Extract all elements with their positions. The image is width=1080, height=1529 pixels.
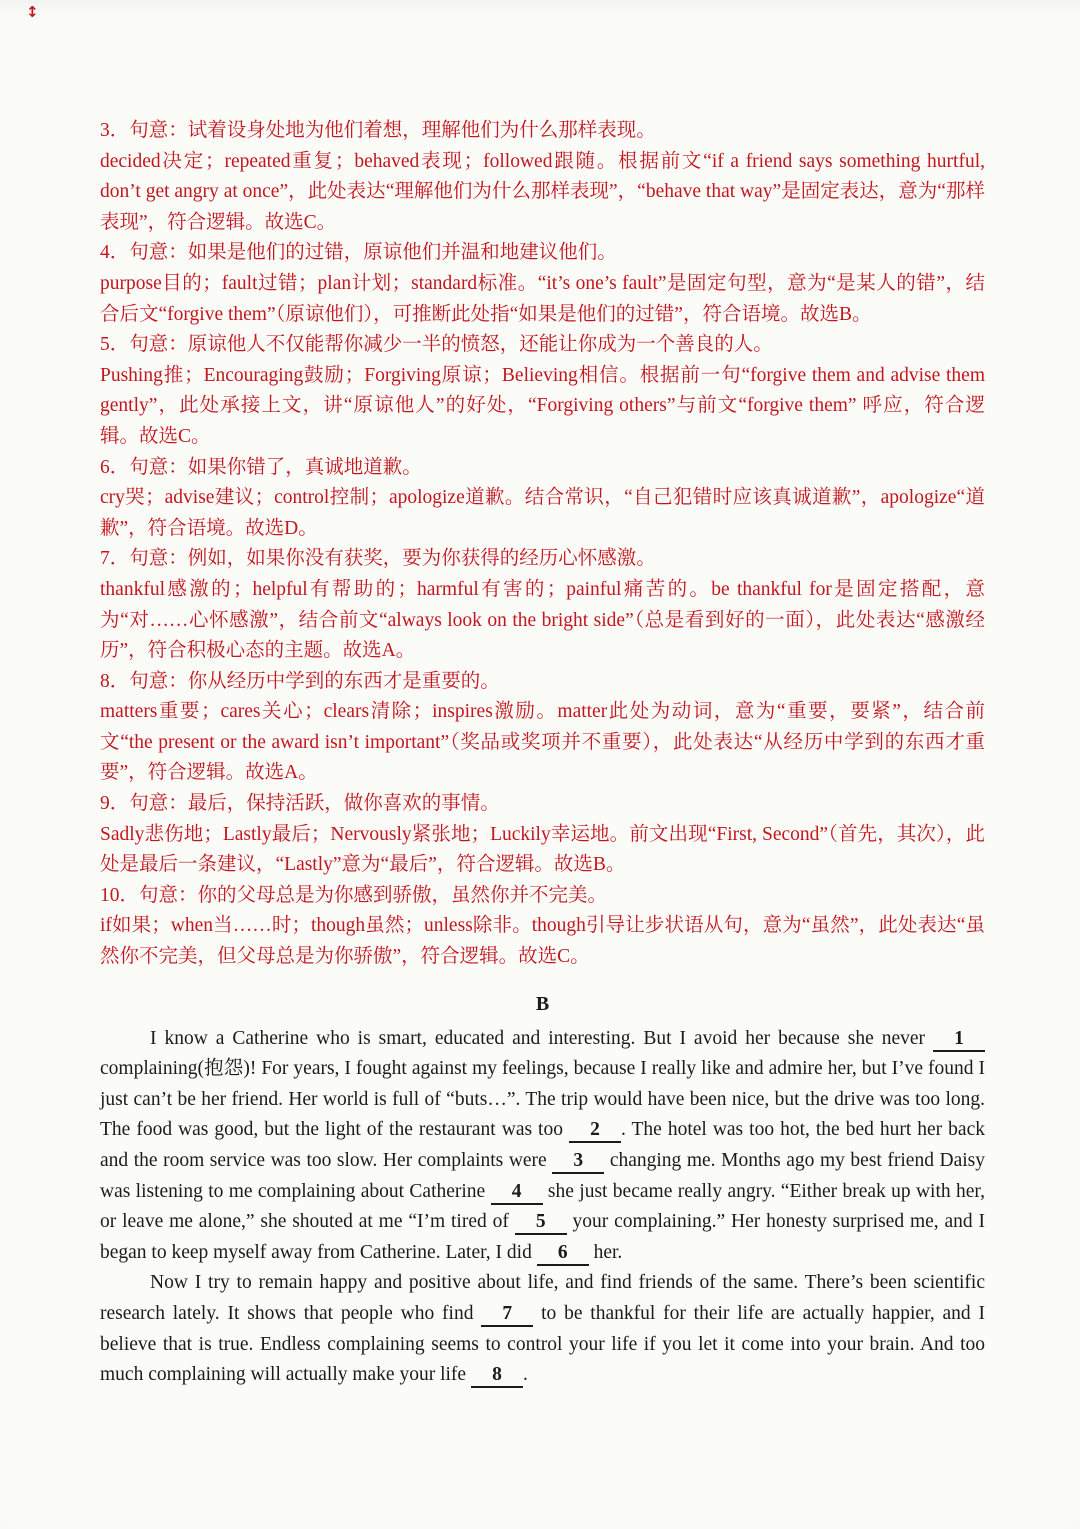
explanation-sentence: 9．句意：最后，保持活跃，做你喜欢的事情。 [100, 793, 500, 815]
explanation-analysis: Pushing推；Encouraging鼓励；Forgiving原谅；Believing相信。根据前一句“forgive them and advise them gently”，此处承接上文，讲“原谅他人”的好处，“Forgiving others”与前文“forgive them” 呼应，符合逻辑。故选C。 [100, 364, 985, 447]
cloze-blank: 7 [481, 1302, 533, 1327]
cloze-blank: 4 [491, 1180, 543, 1205]
cloze-blank: 6 [537, 1241, 589, 1266]
explanation-sentence: 6．句意：如果你错了，真诚地道歉。 [100, 456, 422, 478]
cloze-blank: 5 [515, 1210, 567, 1235]
cloze-blank: 3 [552, 1149, 604, 1174]
section-heading: B [535, 992, 550, 1015]
explanation-sentence: 3．句意：试着设身处地为他们着想，理解他们为什么那样表现。 [100, 120, 656, 141]
explanations [100, 116, 985, 973]
explanation-sentence: 7．句意：例如，如果你没有获奖，要为你获得的经历心怀感激。 [100, 548, 656, 570]
explanation-analysis: thankful感激的；helpful有帮助的；harmful有害的；painful痛苦的。be thankful for是固定搭配，意为“对……心怀感激”，结合前文“always look on the bright side”（总是看到好的一面），此处表达“感激经历”，符合积极心态的主题。故选A。 [100, 578, 985, 662]
explanation-sentence: 8．句意：你从经历中学到的东西才是重要的。 [100, 670, 500, 692]
cloze-blank: 2 [569, 1118, 621, 1143]
passage-paragraph: Now I try to remain happy and positive about life, and find friends of the same. There’s been scientific research lately. It shows that people who find 7 to be thankful for their life are actually happier, and I believe that is true. Endless complaining seems to control your life if you let it come into your brain. And too much complaining will actually make your life 8 . [100, 1268, 985, 1390]
explanation-analysis: purpose目的；fault过错；plan计划；standard标准。“it’s one’s fault”是固定句型，意为“是某人的错”，结合后文“forgive them”（原谅他们），可推断此处指“如果是他们的过错”，符合语境。故选B。 [100, 272, 985, 325]
explanation-sentence: 4．句意：如果是他们的过错，原谅他们并温和地建议他们。 [100, 242, 617, 264]
passage [100, 1024, 985, 1391]
explanation-sentence: 5．句意：原谅他人不仅能帮你减少一半的愤怒，还能让你成为一个善良的人。 [100, 334, 773, 356]
cloze-blank: 1 [933, 1027, 985, 1052]
passage-paragraph: I know a Catherine who is smart, educated and interesting. But I avoid her because she never 1 complaining(抱怨)! For years, I fought against my feelings, because I really like and admire her, but I’ve found I just can’t be her friend. Her world is full of “buts…”. The trip would have been nice, but the drive was too long. The food was good, but the light of the restaurant was too 2 . The hotel was too hot, the bed hurt her back and the room service was too slow. Her complaints were 3 changing me. Months ago my best friend Daisy was listening to me complaining about Catherine 4 she just became really angry. “Either break up with her, or leave me alone,” she shouted at me “I’m tired of 5 your complaining.” Her honesty surprised me, and I began to keep myself away from Catherine. Later, I did 6 her. [100, 1024, 985, 1269]
explanation-analysis: Sadly悲伤地；Lastly最后；Nervously紧张地；Luckily幸运地。前文出现“First, Second”（首先，其次），此处是最后一条建议，“Lastly”意为“最后”，符合逻辑。故选B。 [100, 823, 985, 876]
explanation-sentence: 10．句意：你的父母总是为你感到骄傲，虽然你并不完美。 [100, 884, 608, 906]
explanation-analysis: matters重要；cares关心；clears清除；inspires激励。matter此处为动词，意为“重要，要紧”，结合前文“the present or the award isn’t important”（奖品或奖项并不重要），此处表达“从经历中学到的东西才重要”，符合逻辑。故选A。 [100, 701, 985, 784]
cloze-blank: 8 [471, 1363, 523, 1388]
explanation-analysis: decided决定；repeated重复；behaved表现；followed跟随。根据前文“if a friend says something hurtful, don’t get angry at once”，此处表达“理解他们为什么那样表现”，“behave that way”是固定表达，意为“那样表现”，符合逻辑。故选C。 [100, 150, 985, 233]
explanation-analysis: cry哭；advise建议；control控制；apologize道歉。结合常识，“自己犯错时应该真诚道歉”，apologize“道歉”，符合语境。故选D。 [100, 487, 985, 539]
explanation-analysis: if如果；when当……时；though虽然；unless除非。though引导让步状语从句，意为“虽然”，此处表达“虽然你不完美，但父母总是为你骄傲”，符合逻辑。故选C。 [100, 915, 985, 968]
corner-mark: ↕ [26, 3, 39, 21]
